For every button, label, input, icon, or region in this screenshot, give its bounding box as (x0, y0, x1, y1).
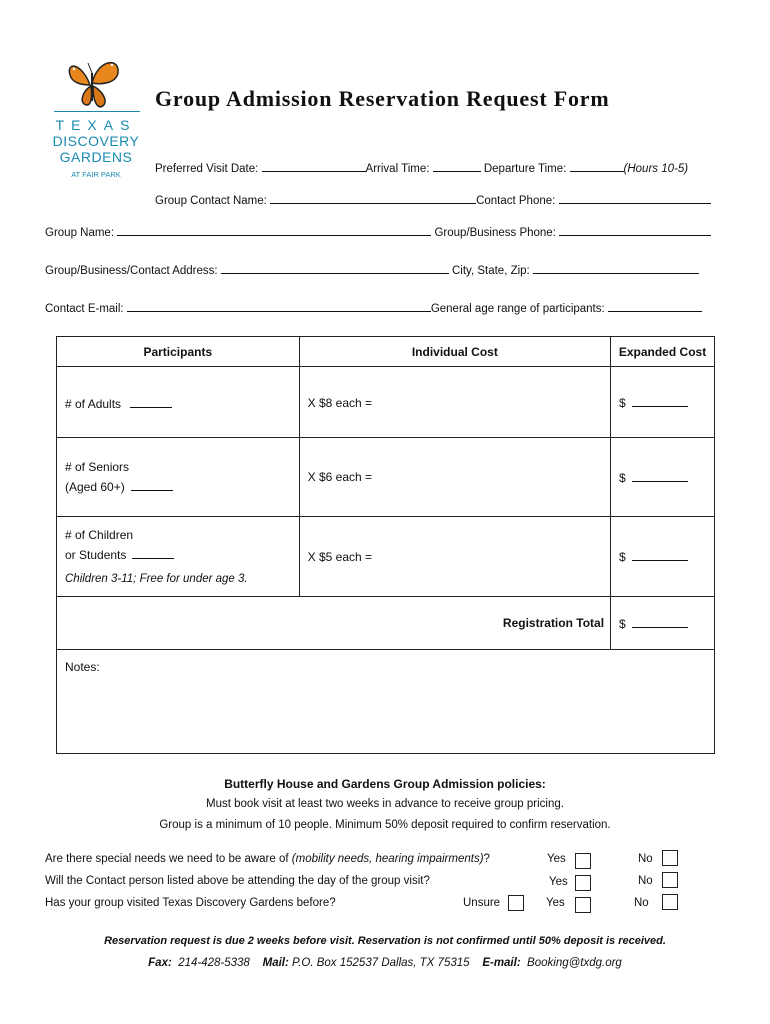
arrival-time-field[interactable] (433, 159, 481, 172)
q2-yes-checkbox[interactable] (575, 875, 591, 891)
hours-note: (Hours 10-5) (623, 163, 689, 175)
page-title: Group Admission Reservation Request Form (155, 86, 610, 111)
logo-fair-park: AT FAIR PARK (71, 170, 121, 179)
address-row (45, 261, 699, 278)
mail-value: P.O. Box 152537 Dallas, TX 75315 (292, 957, 470, 969)
q1-no-checkbox[interactable] (662, 850, 678, 866)
children-dollar: $ (619, 550, 626, 564)
arrival-time-label: Arrival Time: (365, 163, 430, 175)
q2-yes-label: Yes (549, 876, 568, 888)
seniors-label: # of Seniors (65, 460, 130, 474)
contact-row (155, 191, 711, 208)
butterfly-icon (60, 55, 124, 111)
adults-cell (57, 367, 300, 438)
cost-table (56, 336, 715, 754)
age-range-field[interactable] (608, 299, 702, 312)
children-cell (57, 517, 300, 597)
q3-yes-checkbox[interactable] (575, 897, 591, 913)
logo-gardens: GARDENS (59, 149, 133, 165)
children-expanded-cell (611, 517, 715, 597)
policies-line-2: Group is a minimum of 10 people. Minimum 50% deposit required to confirm reservation. (159, 819, 611, 831)
adults-count-field[interactable] (130, 396, 172, 408)
children-cost: X $5 each = (299, 517, 610, 597)
total-expanded-cell (611, 597, 715, 650)
header-participants: Participants (57, 337, 300, 367)
group-business-phone-field[interactable] (559, 223, 711, 236)
address-field[interactable] (221, 261, 449, 274)
contact-email-field[interactable] (127, 299, 431, 312)
group-name-field[interactable] (117, 223, 431, 236)
logo-rule (54, 111, 140, 112)
q1-yes-checkbox[interactable] (575, 853, 591, 869)
seniors-cost: X $6 each = (299, 438, 610, 517)
departure-time-field[interactable] (570, 159, 624, 172)
seniors-count-field[interactable] (131, 479, 173, 491)
total-dollar: $ (619, 616, 626, 631)
reservation-notice: Reservation request is due 2 weeks before visit. Reservation is not confirmed until 50% deposit is received. (104, 935, 666, 947)
q3-no-checkbox[interactable] (662, 894, 678, 910)
table-row (57, 367, 715, 438)
group-contact-name-field[interactable] (270, 191, 476, 204)
policies-heading: Butterfly House and Gardens Group Admission policies: (224, 777, 546, 791)
address-label: Group/Business/Contact Address: (45, 265, 218, 277)
header-expanded-cost: Expanded Cost (611, 337, 715, 367)
group-name-label: Group Name: (45, 227, 115, 239)
registration-total-label: Registration Total (57, 597, 611, 650)
seniors-age-label: (Aged 60+) (65, 480, 125, 494)
contact-email-label: Contact E-mail: (45, 303, 124, 315)
q3-yes-label: Yes (546, 897, 565, 909)
group-business-phone-label: Group/Business Phone: (434, 227, 556, 239)
q2-no-checkbox[interactable] (662, 872, 678, 888)
contact-phone-label: Contact Phone: (476, 195, 556, 207)
seniors-expanded-cell (611, 438, 715, 517)
registration-total-field[interactable] (632, 616, 688, 628)
adults-dollar: $ (619, 395, 626, 410)
q3-no-label: No (634, 897, 649, 909)
preferred-visit-date-field[interactable] (262, 159, 366, 172)
notes-label: Notes: (65, 660, 100, 674)
children-total-field[interactable] (632, 549, 688, 561)
children-label: # of Children (65, 527, 134, 542)
notes-cell[interactable] (57, 650, 715, 754)
adults-total-field[interactable] (632, 395, 688, 407)
seniors-cell (57, 438, 300, 517)
seniors-dollar: $ (619, 470, 626, 485)
q3-unsure-label: Unsure (463, 897, 501, 909)
q2-no-label: No (638, 875, 653, 887)
departure-time-label: Departure Time: (483, 163, 567, 175)
contact-footer (0, 957, 770, 969)
email-label: E-mail: (482, 957, 521, 969)
children-count-field[interactable] (132, 547, 174, 559)
email-row (45, 299, 702, 316)
students-label: or Students (65, 547, 127, 562)
table-header-row (57, 337, 715, 367)
logo-discovery: DISCOVERY (52, 133, 140, 149)
seniors-total-field[interactable] (632, 470, 688, 482)
q1-no-label: No (638, 853, 653, 865)
q1-yes-label: Yes (547, 853, 566, 865)
table-row (57, 438, 715, 517)
fax-label: Fax: (148, 957, 172, 969)
fax-value: 214-428-5338 (178, 957, 250, 969)
table-row (57, 517, 715, 597)
policies-line-1: Must book visit at least two weeks in advance to receive group pricing. (206, 798, 564, 810)
preferred-visit-date-label: Preferred Visit Date: (155, 163, 259, 175)
adults-cost: X $8 each = (299, 367, 610, 438)
adults-label: # of Adults (65, 397, 122, 411)
q3-unsure-checkbox[interactable] (508, 895, 524, 911)
visit-row (155, 159, 688, 176)
mail-label: Mail: (262, 957, 289, 969)
group-name-row (45, 223, 711, 240)
question-contact-attending: Will the Contact person listed above be attending the day of the group visit? (45, 875, 430, 887)
city-state-zip-field[interactable] (533, 261, 699, 274)
contact-phone-field[interactable] (559, 191, 711, 204)
logo-texas: TEXAS (55, 117, 137, 133)
children-note: Children 3-11; Free for under age 3. (65, 572, 248, 585)
email-value[interactable]: Booking@txdg.org (527, 957, 622, 969)
q1-text: Are there special needs we need to be aware of (45, 853, 292, 865)
group-contact-name-label: Group Contact Name: (155, 195, 267, 207)
city-state-zip-label: City, State, Zip: (452, 265, 530, 277)
notes-row (57, 650, 715, 754)
age-range-label: General age range of participants: (430, 303, 605, 315)
question-visited-before: Has your group visited Texas Discovery Gardens before? (45, 897, 336, 909)
total-row (57, 597, 715, 650)
header-individual-cost: Individual Cost (299, 337, 610, 367)
q1-italic: (mobility needs, hearing impairments) (291, 853, 484, 865)
q1-suffix: ? (483, 853, 490, 865)
adults-expanded-cell (611, 367, 715, 438)
question-special-needs (45, 852, 490, 866)
